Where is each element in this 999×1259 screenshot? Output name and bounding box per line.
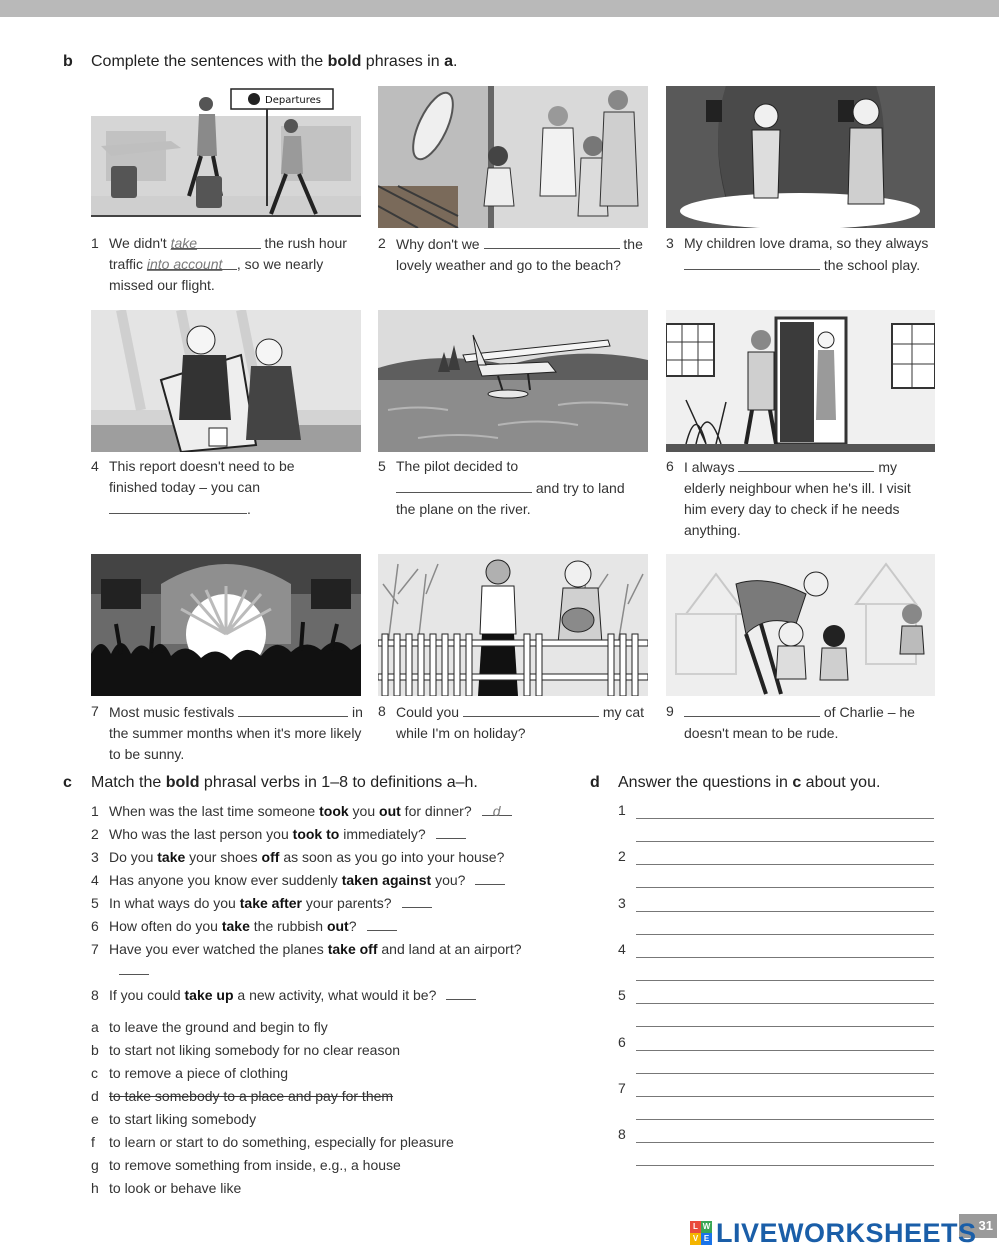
section-d-letter: d (590, 774, 600, 791)
liveworksheets-brand[interactable] (690, 1218, 977, 1248)
c5-answer[interactable] (402, 893, 432, 908)
b8-blank[interactable] (463, 701, 599, 717)
section-c-instruction: Match the bold phrasal verbs in 1–8 to definitions a–h. (91, 774, 478, 791)
c-question-7: 7 Have you ever watched the planes take off and land at an airport? (91, 939, 531, 981)
section-d-instruction: Answer the questions in c about you. (618, 774, 881, 791)
c2-answer[interactable] (436, 824, 466, 839)
b-item-7: 7 Most music festivals in the summer months when it's more likely to be sunny. (91, 703, 363, 762)
liveworksheets-logo-icon: L W V E (690, 1221, 712, 1245)
picture-fence-cat (378, 554, 648, 696)
c-question-6: 6 How often do you take the rubbish out? (91, 916, 561, 937)
b-item-8: 8 Could you my cat while I'm on holiday? (378, 703, 645, 741)
definition-e: e to start liking somebody (91, 1111, 257, 1127)
b-item-5: 5 The pilot decided to and try to land the plane on the river. (378, 458, 625, 517)
b-item-9: 9 of Charlie – he doesn't mean to be rude. (666, 703, 915, 741)
definition-b: b to start not liking somebody for no clear reason (91, 1042, 401, 1058)
definition-a: a to leave the ground and begin to fly (91, 1019, 328, 1035)
b2-blank[interactable] (484, 233, 620, 249)
b5-blank[interactable] (396, 477, 532, 493)
b-item-1: 1 We didn't take the rush hour traffic into account , so we nearly missed our flight. (91, 235, 347, 293)
b4-blank[interactable] (109, 498, 247, 514)
b6-blank[interactable] (738, 456, 874, 472)
b9-blank[interactable] (684, 701, 820, 717)
c1-answer[interactable]: d (482, 801, 512, 816)
c6-answer[interactable] (367, 916, 397, 931)
b-item-2: 2 Why don't we the lovely weather and go to the beach? (378, 235, 643, 273)
definition-g: g to remove something from inside, e.g., a house (91, 1157, 401, 1173)
picture-office (91, 310, 361, 452)
picture-airport (91, 86, 361, 228)
section-c-letter: c (63, 774, 72, 791)
picture-music-festival (91, 554, 361, 696)
airport-sign-text: Departures (265, 95, 321, 106)
brand-wordmark: LIVEWORKSHEETS (716, 1217, 977, 1248)
definition-h: h to look or behave like (91, 1180, 242, 1196)
c7-answer[interactable] (119, 960, 149, 975)
c-question-3: 3 Do you take your shoes off as soon as you go into your house? (91, 849, 505, 865)
c-question-1: 1 When was the last time someone took you out for dinner? d (91, 801, 561, 822)
picture-theatre (666, 86, 935, 228)
b-item-3: 3 My children love drama, so they always the school play. (666, 235, 929, 273)
picture-neighbour-door (666, 310, 935, 452)
definition-d: d to take somebody to a place and pay for them (91, 1088, 394, 1104)
c4-answer[interactable] (475, 870, 505, 885)
b-item-4: 4 This report doesn't need to be finished today – you can . (91, 458, 295, 517)
section-b-instruction: Complete the sentences with the bold phrases in a. (91, 53, 458, 70)
definition-c: c to remove a piece of clothing (91, 1065, 288, 1081)
c-question-2: 2 Who was the last person you took to immediately? (91, 824, 561, 845)
c-question-8: 8 If you could take up a new activity, what would it be? (91, 985, 561, 1006)
c8-answer[interactable] (446, 985, 476, 1000)
b1-blank-2[interactable]: into account (147, 254, 237, 270)
picture-children (666, 554, 935, 696)
c-question-5: 5 In what ways do you take after your parents? (91, 893, 561, 914)
b7-blank[interactable] (238, 701, 348, 717)
b1-blank-1[interactable]: take (171, 233, 261, 249)
b-item-6: 6 I always my elderly neighbour when he's ill. I visit him every day to check if he needs anything. (666, 458, 911, 538)
section-b-letter: b (63, 53, 73, 70)
definition-f: f to learn or start to do something, especially for pleasure (91, 1134, 454, 1150)
top-bar (0, 0, 999, 17)
b3-blank[interactable] (684, 254, 820, 270)
picture-seaplane (378, 310, 648, 452)
picture-family-picnic (378, 86, 648, 228)
c-question-4: 4 Has anyone you know ever suddenly taken against you? (91, 870, 561, 891)
page-number: 31 (959, 1214, 997, 1238)
